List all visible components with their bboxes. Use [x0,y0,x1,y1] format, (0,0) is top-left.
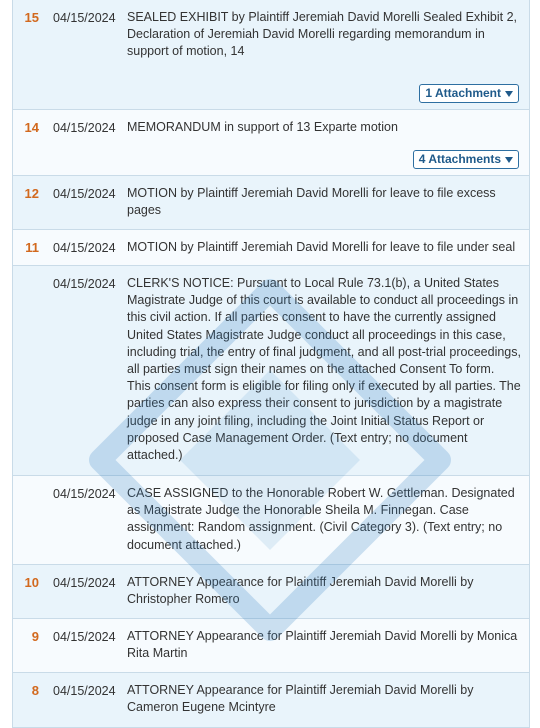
entry-number: 9 [31,629,39,644]
attachments-toggle-button[interactable] [419,84,519,103]
entry-text: SEALED EXHIBIT by Plaintiff Jeremiah David Morelli Sealed Exhibit 2, Declaration of Jeremiah David Morelli regarding memorandum in support of motion, 14 [127,10,517,59]
docket-list [12,0,530,728]
docket-entry-8 [13,673,529,728]
entry-number: 12 [24,186,39,201]
entry-date: 04/15/2024 [53,121,116,135]
entry-text: MOTION by Plaintiff Jeremiah David Morelli for leave to file under seal [127,240,516,254]
entry-text: ATTORNEY Appearance for Plaintiff Jeremiah David Morelli by Monica Rita Martin [127,629,518,661]
docket-entry-14 [13,110,529,176]
entry-text: MOTION by Plaintiff Jeremiah David Morelli for leave to file excess pages [127,186,496,218]
entry-text: CLERK'S NOTICE: Pursuant to Local Rule 73.1(b), a United States Magistrate Judge of this court is available to conduct all proceedings in this civil action. If all parties consent to have the currently assigned United States Magistrate Judge conduct all proceedings in this case, including trial, the entry of final judgment, and all post-trial proceedings, all parties must sign their names on the attached Consent To form. This consent form is eligible for filing only if executed by all parties. The parties can also express their consent to jurisdiction by a magistrate judge in any joint filing, including the Joint Initial Status Report or proposed Case Management Order. (Text entry; no document attached.) [127,276,521,463]
entry-text: CASE ASSIGNED to the Honorable Robert W. Gettleman. Designated as Magistrate Judge the Honorable Sheila M. Finnegan. Case assignment: Random assignment. (Civil Category 3). (Text entry; no document attached.) [127,486,515,552]
entry-number: 8 [31,683,39,698]
caret-down-icon [505,157,513,163]
entry-number: 14 [24,120,39,135]
entry-date: 04/15/2024 [53,630,116,644]
entry-number: 11 [25,240,39,255]
attachments-button-label: 1 Attachment [425,86,501,100]
entry-date: 04/15/2024 [53,11,116,25]
docket-entry-10 [13,565,529,619]
entry-date: 04/15/2024 [53,187,116,201]
caret-down-icon [505,91,513,97]
docket-entry-9 [13,619,529,673]
docket-entry-case-assigned [13,476,529,565]
docket-entry-clerks-notice [13,266,529,476]
docket-entry-12 [13,176,529,230]
attachments-toggle-button[interactable] [413,150,519,169]
entry-number: 10 [24,575,39,590]
entry-number: 15 [24,10,39,25]
docket-entry-15 [13,0,529,110]
entry-date: 04/15/2024 [53,684,116,698]
entry-text: ATTORNEY Appearance for Plaintiff Jeremiah David Morelli by Christopher Romero [127,575,474,607]
attachments-button-label: 4 Attachments [418,152,501,166]
entry-date: 04/15/2024 [53,277,116,291]
entry-date: 04/15/2024 [53,487,116,501]
entry-text: MEMORANDUM in support of 13 Exparte motion [127,120,398,134]
entry-text: ATTORNEY Appearance for Plaintiff Jeremiah David Morelli by Cameron Eugene Mcintyre [127,683,474,715]
entry-date: 04/15/2024 [53,241,116,255]
docket-entry-11 [13,230,529,266]
entry-date: 04/15/2024 [53,576,116,590]
